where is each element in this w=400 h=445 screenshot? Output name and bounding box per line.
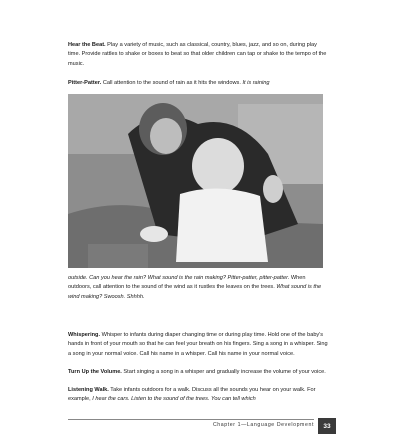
footer-divider (68, 419, 314, 420)
body-wind: When outdoors, call attention to the sound of the wind as it rustles the leaves on the trees. (68, 275, 306, 291)
italic-rain-question: outside. Can you hear the rain? What sound is the rain making? Pitter-patter, pitter-patter. (68, 275, 290, 281)
paragraph-hear-the-beat (68, 41, 330, 69)
heading-whispering: Whispering. (68, 332, 101, 338)
italic-pitter-patter: It is raining (242, 80, 270, 86)
body-whispering: Whisper to infants during diaper changing time or during play time. Hold one of the baby's hands in front of your mouth so that he can feel your breath on his fingers. Sing a song in a whisper. Sing a song in your normal voice. Call his name in a whisper. Call his name in your normal voice. (68, 332, 328, 357)
paragraph-whispering (68, 331, 330, 359)
italic-listening-walk: I hear the cars. Listen to the sound of the trees. You can tell which (92, 396, 256, 403)
paragraph-pitter-patter-continued (68, 274, 330, 302)
paragraph-turn-up-volume (68, 368, 330, 377)
paragraph-pitter-patter (68, 79, 330, 88)
page-number: 33 (318, 418, 336, 434)
heading-pitter-patter: Pitter-Patter. (68, 80, 102, 86)
body-turn-up-volume: Start singing a song in a whisper and gradually increase the volume of your voice. (121, 369, 326, 375)
page-footer (0, 418, 400, 436)
italic-wind-question: What sound is the wind making? Swoosh. Shhhh. (68, 284, 322, 300)
paragraph-listening-walk (68, 386, 330, 405)
body-listening-walk: Take infants outdoors for a walk. Discuss all the sounds you hear on your walk. For example, (68, 387, 316, 403)
chapter-label: Chapter 1—Language Development (212, 422, 314, 428)
heading-hear-the-beat: Hear the Beat. (68, 42, 106, 48)
heading-listening-walk: Listening Walk. (68, 387, 109, 393)
heading-turn-up-volume: Turn Up the Volume. (68, 369, 122, 375)
photo-caregiver-with-baby (68, 94, 323, 268)
body-pitter-patter: Call attention to the sound of rain as it hits the windows. (101, 80, 243, 86)
body-hear-the-beat: Play a variety of music, such as classical, country, blues, jazz, and so on, during play time. Provide rattles to shake or boxes to beat so that older children can tap or shake to the tempo of the music. (68, 42, 327, 67)
photo-illustration (68, 94, 323, 268)
